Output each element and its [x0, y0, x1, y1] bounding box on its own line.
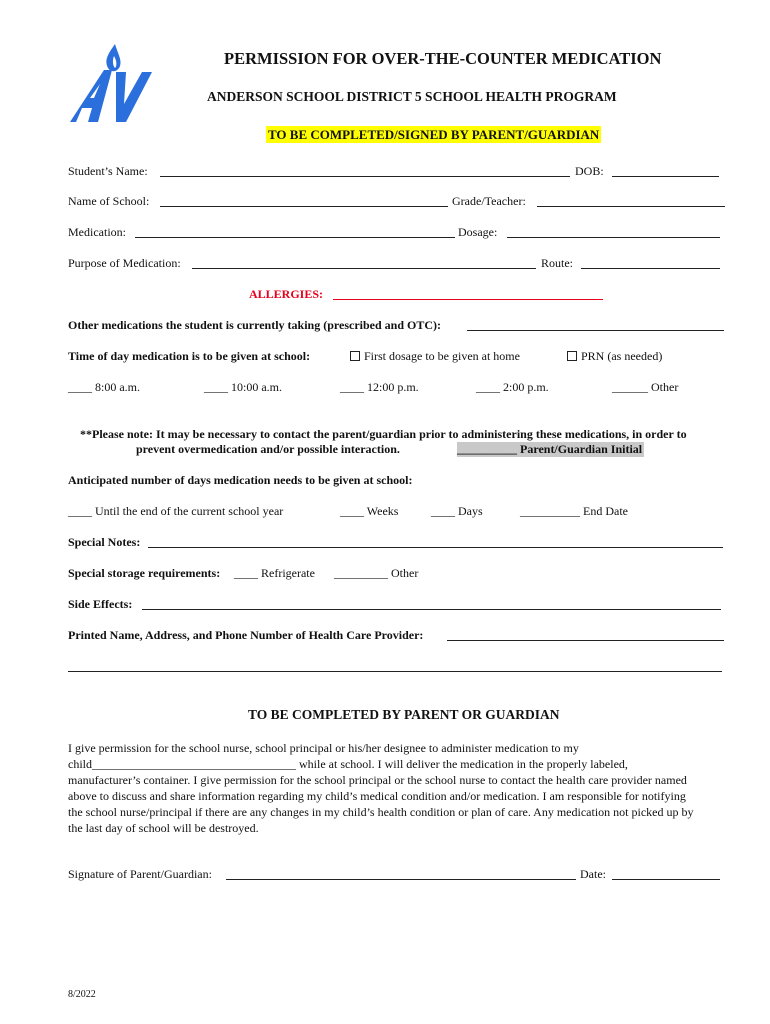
provider-label: Printed Name, Address, and Phone Number of Health Care Provider:: [68, 628, 424, 642]
signature-date-label: Date:: [580, 867, 606, 881]
grade-teacher-field[interactable]: [537, 206, 725, 207]
student-name-label: Student’s Name:: [68, 164, 148, 178]
medication-field[interactable]: [135, 237, 455, 238]
purpose-label: Purpose of Medication:: [68, 256, 181, 270]
school-field[interactable]: [160, 206, 448, 207]
days-option[interactable]: ____ Days: [431, 504, 483, 518]
medication-label: Medication:: [68, 225, 126, 239]
consent-line-5: the school nurse/principal if there are any changes in my child’s health condition or plan of care. Any medication not picked up by: [68, 805, 694, 819]
storage-other-option[interactable]: _________ Other: [334, 566, 419, 580]
consent-line-3: manufacturer’s container. I give permission for the school principal or the school nurse to contact the health care provider named: [68, 773, 687, 787]
consent-line-2: child__________________________________ while at school. I will deliver the medication in the properly labeled,: [68, 757, 628, 771]
page-title: PERMISSION FOR OVER-THE-COUNTER MEDICATION: [224, 49, 662, 68]
checkbox-icon[interactable]: [567, 351, 577, 361]
dosage-field[interactable]: [507, 237, 720, 238]
prn-label: PRN (as needed): [581, 349, 663, 363]
route-field[interactable]: [581, 268, 720, 269]
end-date-option[interactable]: __________ End Date: [520, 504, 628, 518]
district-program: ANDERSON SCHOOL DISTRICT 5 SCHOOL HEALTH PROGRAM: [207, 89, 617, 104]
until-end-option[interactable]: ____ Until the end of the current school year: [68, 504, 284, 518]
consent-line-1: I give permission for the school nurse, school principal or his/her designee to administer medication to my: [68, 741, 579, 755]
first-dosage-option[interactable]: [350, 349, 520, 364]
school-label: Name of School:: [68, 194, 150, 208]
days-label: Anticipated number of days medication needs to be given at school:: [68, 473, 413, 487]
completion-banner: TO BE COMPLETED/SIGNED BY PARENT/GUARDIAN: [268, 127, 600, 142]
time-800-option[interactable]: ____ 8:00 a.m.: [68, 380, 140, 394]
district-logo: [68, 42, 154, 124]
note-line-1: **Please note: It may be necessary to contact the parent/guardian prior to administering these medications, in order to: [80, 427, 687, 441]
av-letters-icon: [70, 70, 152, 122]
storage-label: Special storage requirements:: [68, 566, 221, 580]
weeks-option[interactable]: ____ Weeks: [340, 504, 399, 518]
time-of-day-label: Time of day medication is to be given at school:: [68, 349, 311, 363]
other-meds-label: Other medications the student is currently taking (prescribed and OTC):: [68, 318, 442, 332]
special-notes-label: Special Notes:: [68, 535, 141, 549]
student-name-field[interactable]: [160, 176, 570, 177]
refrigerate-option[interactable]: ____ Refrigerate: [234, 566, 315, 580]
other-meds-field[interactable]: [467, 330, 724, 331]
time-other-option[interactable]: ______ Other: [612, 380, 679, 394]
dosage-label: Dosage:: [458, 225, 498, 239]
signature-date-field[interactable]: [612, 879, 720, 880]
flame-icon: [106, 44, 120, 71]
provider-field[interactable]: [447, 640, 724, 641]
signature-label: Signature of Parent/Guardian:: [68, 867, 212, 881]
purpose-field[interactable]: [192, 268, 536, 269]
time-200-option[interactable]: ____ 2:00 p.m.: [476, 380, 549, 394]
consent-line-4: above to discuss and share information regarding my child’s medical condition and/or medication. I am responsible for notifying: [68, 789, 686, 803]
signature-field[interactable]: [226, 879, 576, 880]
parent-initial-field[interactable]: __________ Parent/Guardian Initial: [457, 442, 643, 456]
revision-date: 8/2022: [68, 989, 96, 1000]
grade-teacher-label: Grade/Teacher:: [452, 194, 526, 208]
special-notes-field[interactable]: [148, 547, 723, 548]
route-label: Route:: [541, 256, 573, 270]
provider-field-line-2[interactable]: [68, 671, 722, 672]
prn-option[interactable]: [567, 349, 662, 364]
side-effects-field[interactable]: [142, 609, 721, 610]
consent-line-6: the last day of school will be destroyed.: [68, 821, 259, 835]
allergies-field[interactable]: [333, 299, 603, 300]
checkbox-icon[interactable]: [350, 351, 360, 361]
dob-label: DOB:: [575, 164, 604, 178]
first-dosage-label: First dosage to be given at home: [364, 349, 520, 363]
time-1000-option[interactable]: ____ 10:00 a.m.: [204, 380, 282, 394]
parent-section-heading: TO BE COMPLETED BY PARENT OR GUARDIAN: [248, 707, 560, 722]
time-1200-option[interactable]: ____ 12:00 p.m.: [340, 380, 419, 394]
side-effects-label: Side Effects:: [68, 597, 133, 611]
dob-field[interactable]: [612, 176, 719, 177]
note-line-2: prevent overmedication and/or possible interaction.: [136, 442, 400, 456]
allergies-label: ALLERGIES:: [249, 287, 324, 301]
